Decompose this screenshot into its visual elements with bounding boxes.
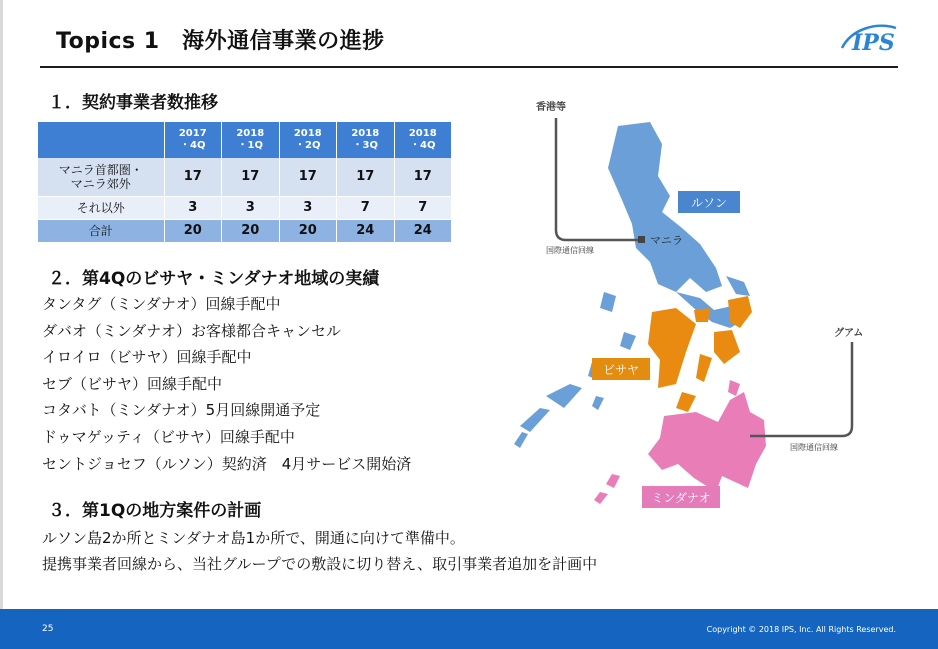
list-item: タンタグ（ミンダナオ）回線手配中	[42, 295, 281, 313]
row-label: 合計	[38, 219, 164, 242]
row-label: マニラ首都圏・ マニラ郊外	[38, 158, 164, 196]
list-item: セントジョセフ（ルソン）契約済 4月サービス開始済	[42, 454, 412, 473]
list-item: ドゥマゲッティ（ビサヤ）回線手配中	[42, 427, 295, 446]
cable-line-guam	[750, 342, 852, 436]
table-header-cell: 2017 ・4Q	[164, 122, 222, 158]
mindanao-label: ミンダナオ	[651, 491, 711, 505]
page-title: Topics 1 海外通信事業の進捗	[56, 29, 385, 54]
luzon-label: ルソン	[690, 196, 728, 210]
manila-label: マニラ	[650, 234, 683, 247]
table-row	[38, 158, 452, 196]
table-cell: 3	[222, 196, 280, 219]
table-cell: 24	[337, 219, 395, 242]
list-item: ダバオ（ミンダナオ）お客様都合キャンセル	[42, 321, 341, 340]
table-header-row	[38, 122, 452, 158]
table-cell: 17	[279, 158, 337, 196]
luzon-region	[514, 122, 750, 448]
plan-text	[42, 525, 597, 577]
table-cell: 17	[222, 158, 280, 196]
manila-marker	[638, 236, 645, 243]
left-edge-rule	[0, 0, 3, 649]
plan-line: 提携事業者回線から、当社グループでの敷設に切り替え、取引事業者追加を計画中	[42, 555, 598, 573]
table-corner-cell	[38, 122, 164, 158]
ips-logo	[838, 18, 900, 62]
logo-text: IPS	[852, 30, 895, 56]
cable-label-1: 国際通信回線	[546, 246, 594, 255]
table-cell: 7	[337, 196, 395, 219]
visayas-label: ビサヤ	[602, 363, 640, 377]
table-cell: 24	[394, 219, 452, 242]
table-cell: 20	[222, 219, 280, 242]
table-header-cell: 2018 ・4Q	[394, 122, 452, 158]
title-divider	[40, 66, 898, 68]
copyright-text: Copyright © 2018 IPS, Inc. All Rights Reserved.	[706, 625, 896, 634]
list-item: イロイロ（ビサヤ）回線手配中	[42, 348, 252, 367]
page-number: 25	[42, 624, 54, 634]
section1-heading: １．契約事業者数推移	[48, 93, 218, 113]
table-cell: 20	[164, 219, 222, 242]
table-cell: 3	[164, 196, 222, 219]
table-cell: 7	[394, 196, 452, 219]
philippines-map	[500, 96, 920, 516]
table-cell: 3	[279, 196, 337, 219]
table-header-cell: 2018 ・3Q	[337, 122, 395, 158]
hongkong-label: 香港等	[536, 102, 566, 113]
list-item: コタバト（ミンダナオ）5月回線開通予定	[42, 401, 321, 420]
cable-label-2: 国際通信回線	[790, 443, 838, 452]
plan-line: ルソン島2か所とミンダナオ島1か所で、開通に向けて準備中。	[42, 529, 465, 547]
section3-heading: ３．第1Qの地方案件の計画	[48, 501, 262, 521]
contract-count-table	[38, 122, 452, 243]
guam-label: グアム	[834, 328, 864, 339]
table-cell: 17	[337, 158, 395, 196]
table-row-total	[38, 219, 452, 242]
row-label: それ以外	[38, 196, 164, 219]
section2-heading: ２．第4Qのビサヤ・ミンダナオ地域の実績	[48, 269, 380, 289]
table-cell: 20	[279, 219, 337, 242]
list-item: セブ（ビサヤ）回線手配中	[42, 374, 223, 393]
table-row	[38, 196, 452, 219]
status-list	[42, 291, 411, 477]
table-cell: 17	[394, 158, 452, 196]
table-header-cell: 2018 ・1Q	[222, 122, 280, 158]
table-header-cell: 2018 ・2Q	[279, 122, 337, 158]
table-cell: 17	[164, 158, 222, 196]
